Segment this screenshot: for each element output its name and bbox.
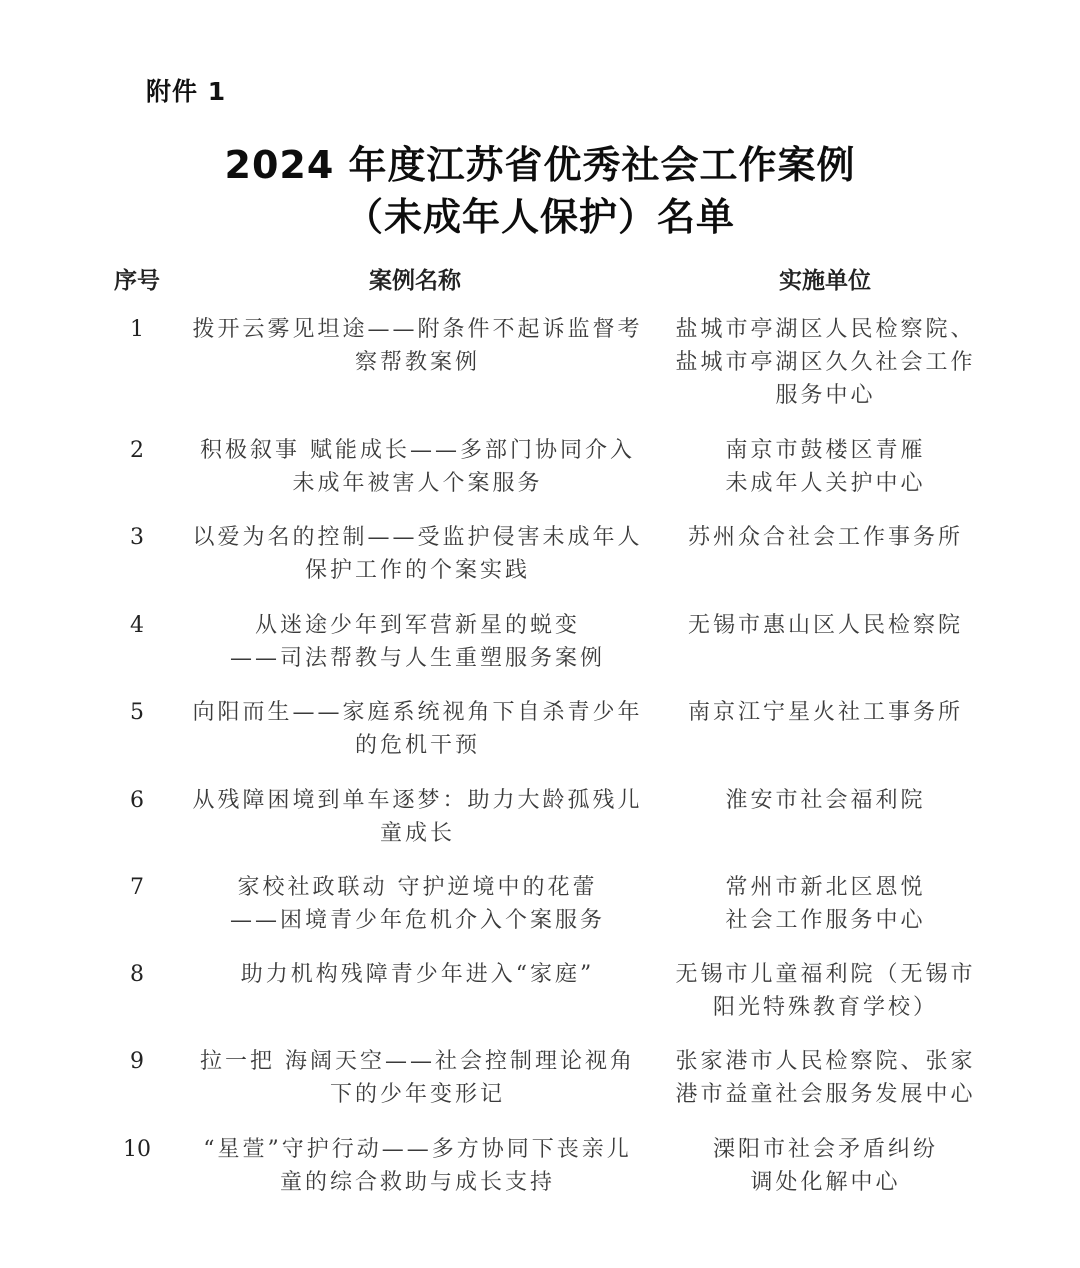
implementing-unit: 无锡市惠山区人民检察院 [687,613,963,638]
document-title-line-1: 2024 年度江苏省优秀社会工作案例 [224,143,856,187]
implementing-unit: 常州市新北区恩悦 社会工作服务中心 [725,875,926,933]
implementing-unit: 淮安市社会福利院 [725,788,926,813]
implementing-unit: 溧阳市社会矛盾纠纷 调处化解中心 [712,1137,938,1195]
row-number: 9 [130,1049,144,1074]
row-number: 10 [123,1137,151,1162]
row-number: 8 [130,962,144,987]
row-number: 5 [130,700,144,725]
case-name: 家校社政联动 守护逆境中的花蕾 ——困境青少年危机介入个案服务 [229,875,605,933]
case-name: “星萱”守护行动——多方协同下丧亲儿 童的综合救助与成长支持 [203,1137,632,1195]
column-header-implementing-unit: 实施单位 [779,268,871,294]
case-name: 助力机构残障青少年进入“家庭” [240,962,595,987]
case-name: 从残障困境到单车逐梦：助力大龄孤残儿 童成长 [192,788,643,846]
case-name: 拨开云雾见坦途——附条件不起诉监督考 察帮教案例 [192,317,643,375]
row-number: 1 [130,317,144,342]
row-number: 7 [130,875,144,900]
case-name: 向阳而生——家庭系统视角下自杀青少年 的危机干预 [192,700,643,758]
row-number: 4 [130,613,144,638]
document-title-line-2: （未成年人保护）名单 [344,195,735,239]
case-name: 从迷途少年到军营新星的蜕变 ——司法帮教与人生重塑服务案例 [229,613,605,671]
implementing-unit: 张家港市人民检察院、张家 港市益童社会服务发展中心 [675,1049,976,1107]
case-name: 以爱为名的控制——受监护侵害未成年人 保护工作的个案实践 [192,525,643,583]
attachment-label: 附件 1 [146,77,227,106]
column-header-number: 序号 [114,268,160,294]
case-name: 拉一把 海阔天空——社会控制理论视角 下的少年变形记 [200,1049,635,1107]
implementing-unit: 南京江宁星火社工事务所 [687,700,963,725]
row-number: 6 [130,788,144,813]
row-number: 2 [130,438,144,463]
column-header-case-name: 案例名称 [369,268,461,294]
implementing-unit: 南京市鼓楼区青雁 未成年人关护中心 [725,438,926,496]
implementing-unit: 盐城市亭湖区人民检察院、 盐城市亭湖区久久社会工作 服务中心 [675,317,976,408]
implementing-unit: 无锡市儿童福利院（无锡市 阳光特殊教育学校） [675,962,976,1020]
case-name: 积极叙事 赋能成长——多部门协同介入 未成年被害人个案服务 [200,438,635,496]
row-number: 3 [130,525,144,550]
implementing-unit: 苏州众合社会工作事务所 [687,525,963,550]
